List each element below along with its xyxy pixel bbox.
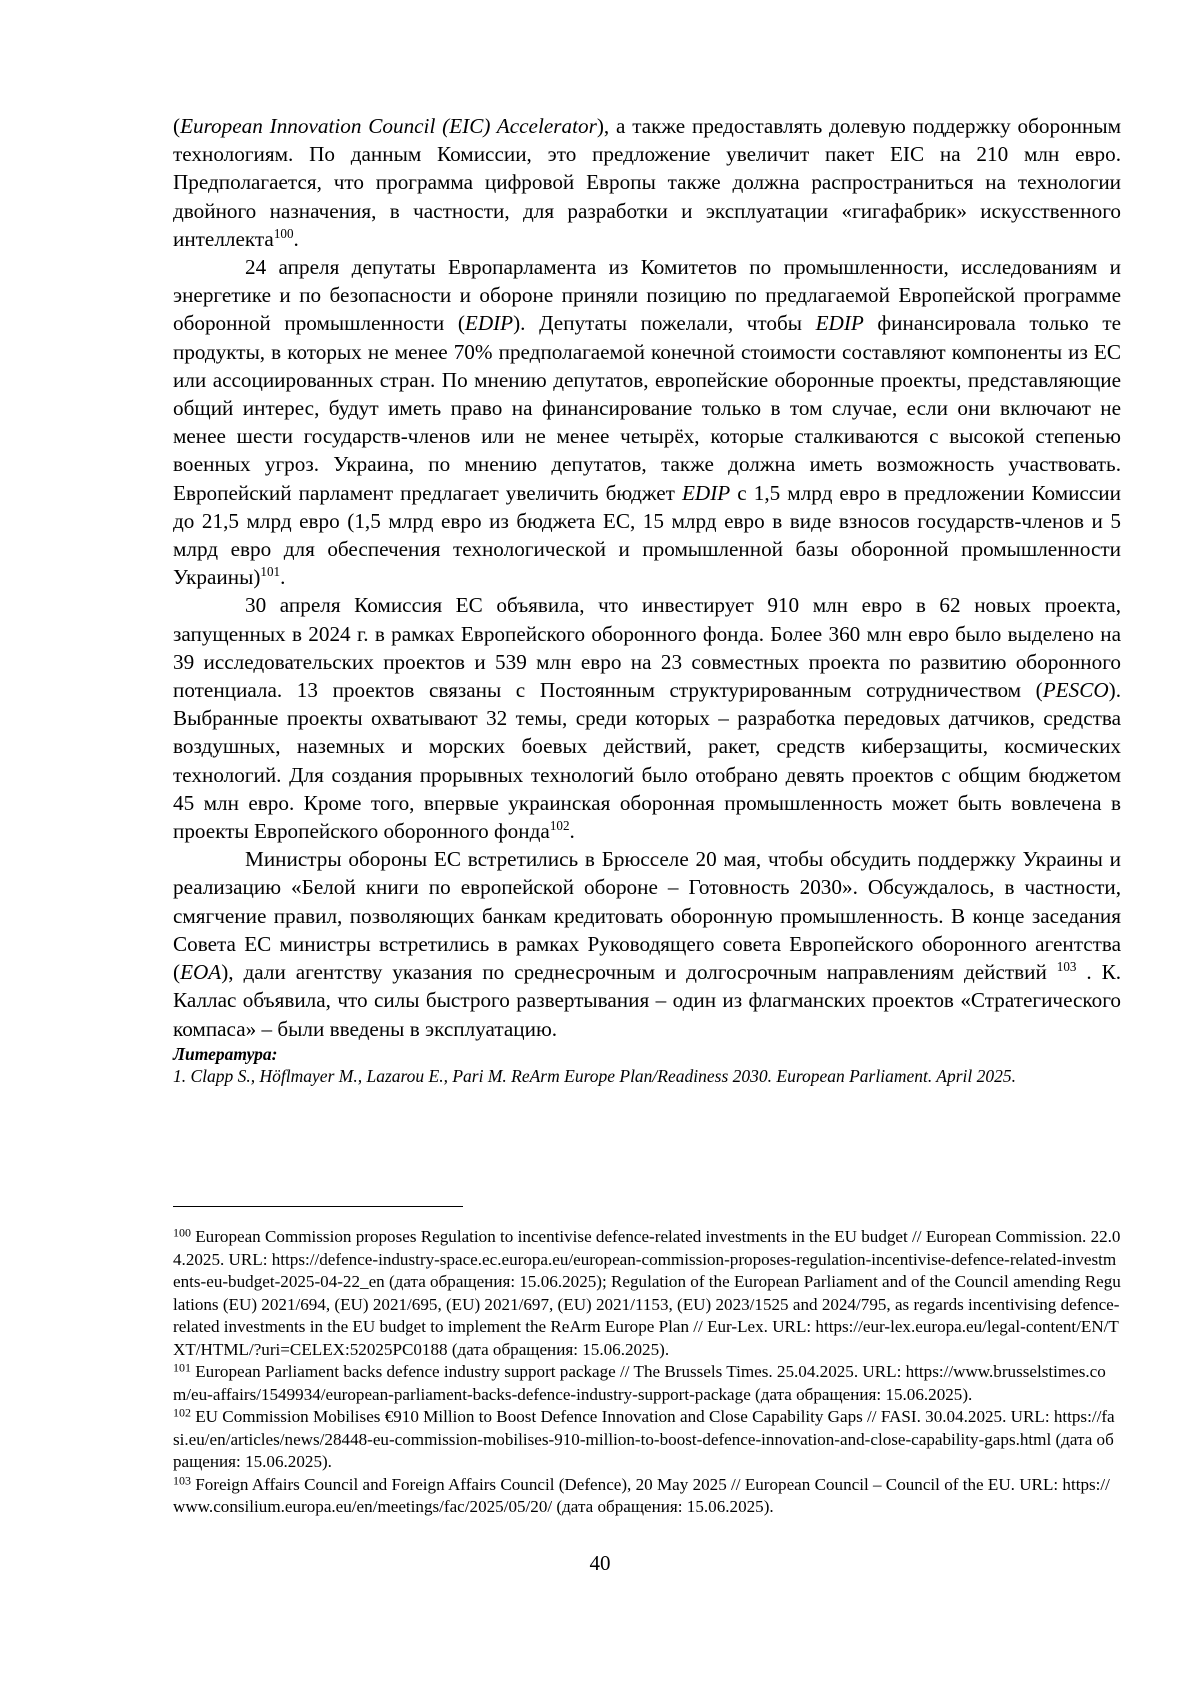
pesco-term: PESCO: [1042, 678, 1109, 703]
edip-term-3: EDIP: [681, 480, 731, 505]
paragraph-1: [173, 112, 1121, 253]
main-text: [173, 112, 1121, 1087]
footnote-text: European Parliament backs defence industry support package // The Brussels Times. 25.04.2025. URL: https://www.brusselstimes.com/eu-affairs/1549934/european-parliament-backs-defence-industry-support-package (дата обращения: 15.06.2025).: [173, 1362, 1106, 1404]
footnote-101: [173, 1361, 1121, 1406]
paragraph-1-text: ), а также предоставлять долевую поддержку оборонным технологиям. По данным Комиссии, это предложение увеличит пакет EIC на 210 млн евро. Предполагается, что программа цифровой Европы также должна распространиться на технологии двойного назначения, в частности, для разработки и эксплуатации «гигафабрик» искусственного интеллекта: [173, 114, 1122, 251]
paragraph-4-text-2: ), дали агентству указания по среднесрочным и долгосрочным направлениям действий: [221, 960, 1047, 985]
footnote-number: 102: [173, 1405, 191, 1420]
literature-heading: Литература:: [173, 1043, 278, 1064]
edip-term-2: EDIP: [815, 311, 864, 336]
eoa-term: EOA: [180, 960, 222, 985]
literature-item-1: 1. Clapp S., Höflmayer M., Lazarou E., Pari M. ReArm Europe Plan/Readiness 2030. European Parliament. April 2025.: [173, 1065, 1017, 1086]
paragraph-2-text-3: финансировала только те продукты, в которых не менее 70% предполагаемой конечной стоимости составляют компоненты из ЕС или ассоциированных стран. По мнению депутатов, европейские оборонные проекты, представляющие общий интерес, будут иметь право на финансирование только в том случае, если они включают не менее шести государств-членов или не менее четырёх, которые сталкиваются с высокой степенью военных угроз. Украина, по мнению депутатов, также должна иметь возможность участвовать. Европейский парламент предлагает увеличить бюджет: [173, 311, 1121, 505]
footnote-100: [173, 1226, 1121, 1361]
footnote-text: Foreign Affairs Council and Foreign Affairs Council (Defence), 20 May 2025 // European Council – Council of the EU. URL: https://www.consilium.europa.eu/en/meetings/fac/2025/05/20/ (дата обращения: 15.06.2025).: [173, 1474, 1110, 1516]
paragraph-2: [173, 253, 1121, 591]
paragraph-2-text-1: 24 апреля депутаты Европарламента из Комитетов по промышленности, исследованиям и энергетике и по безопасности и обороне приняли позицию по предлагаемой Европейской программе оборонной промышленности (: [173, 255, 1121, 336]
eic-accelerator-term: European Innovation Council (EIC) Accelerator: [180, 114, 597, 138]
paragraph-1-open-paren: (: [173, 114, 181, 138]
footnote-ref-102[interactable]: 102: [549, 818, 570, 834]
paragraph-3-text-2: ). Выбранные проекты охватывают 32 темы, среди которых – разработка передовых датчиков, средства воздушных, наземных и морских боевых действий, ракет, средств киберзащиты, космических технологий. Для создания прорывных технологий было отобрано девять проектов с общим бюджетом 45 млн евро. Кроме того, впервые украинская оборонная промышленность может быть вовлечена в проекты Европейского оборонного фонда: [173, 678, 1121, 844]
footnote-103: [173, 1474, 1121, 1519]
footnote-number: 103: [173, 1473, 191, 1488]
footnote-text: European Commission proposes Regulation to incentivise defence-related investments in the EU budget // European Commission. 22.04.2025. URL: https://defence-industry-space.ec.europa.eu/european-commission-proposes-regulation-incentivise-defence-related-investments-eu-budget-2025-04-22_en (дата обращения: 15.06.2025); Regulation of the European Parliament and of the Council amending Regulations (EU) 2021/694, (EU) 2021/695, (EU) 2021/697, (EU) 2021/1153, (EU) 2023/1525 and 2024/795, as regards incentivising defence-related investments in the EU budget to implement the ReArm Europe Plan // Eur-Lex. URL: https://eur-lex.europa.eu/legal-content/EN/TXT/HTML/?uri=CELEX:52025PC0188 (дата обращения: 15.06.2025).: [173, 1227, 1121, 1359]
footnote-number: 100: [173, 1225, 191, 1240]
paragraph-2-text-2: ). Депутаты пожелали, чтобы: [513, 311, 816, 336]
footnote-ref-100[interactable]: 100: [273, 225, 294, 241]
footnote-ref-103[interactable]: 103: [1056, 959, 1077, 975]
footnotes: [173, 1226, 1121, 1519]
paragraph-2-text-4: с 1,5 млрд евро в предложении Комиссии до 21,5 млрд евро (1,5 млрд евро из бюджета ЕС, 15 млрд евро в виде взносов государств-членов и 5 млрд евро для обеспечения технологической и промышленной базы оборонной промышленности Украины): [173, 480, 1121, 590]
footnote-ref-101[interactable]: 101: [260, 564, 281, 580]
page-number: 40: [589, 1551, 611, 1575]
footnote-separator: [173, 1206, 463, 1207]
paragraph-4-text-1: Министры обороны ЕС встретились в Брюсселе 20 мая, чтобы обсудить поддержку Украины и реализацию «Белой книги по европейской обороне – Готовность 2030». Обсуждалось, в частности, смягчение правил, позволяющих банкам кредитовать оборонную промышленность. В конце заседания Совета ЕС министры встретились в рамках Руководящего совета Европейского оборонного агентства (: [173, 847, 1121, 985]
edip-term-1: EDIP: [464, 311, 514, 336]
paragraph-3: [173, 591, 1121, 845]
paragraph-2-end: .: [280, 565, 286, 590]
paragraph-1-end: .: [293, 226, 299, 251]
paragraph-4-text-3: . К. Каллас объявила, что силы быстрого развертывания – один из флагманских проектов «Стратегического компаса» – были введены в эксплуатацию.: [173, 960, 1122, 1041]
footnote-number: 101: [173, 1360, 191, 1375]
paragraph-3-text-1: 30 апреля Комиссия ЕС объявила, что инвестирует 910 млн евро в 62 новых проекта, запущенных в 2024 г. в рамках Европейского оборонного фонда. Более 360 млн евро было выделено на 39 исследовательских проектов и 539 млн евро на 23 совместных проекта по развитию оборонного потенциала. 13 проектов связаны с Постоянным структурированным сотрудничеством (: [173, 593, 1121, 703]
paragraph-3-end: .: [569, 819, 575, 844]
footnote-text: EU Commission Mobilises €910 Million to Boost Defence Innovation and Close Capability Gaps // FASI. 30.04.2025. URL: https://fasi.eu/en/articles/news/28448-eu-commission-mobilises-910-million-to-boost-defence-innovation-and-close-capability-gaps.html (дата обращения: 15.06.2025).: [173, 1407, 1115, 1471]
footnote-102: [173, 1406, 1121, 1474]
paragraph-4: [173, 845, 1121, 1042]
